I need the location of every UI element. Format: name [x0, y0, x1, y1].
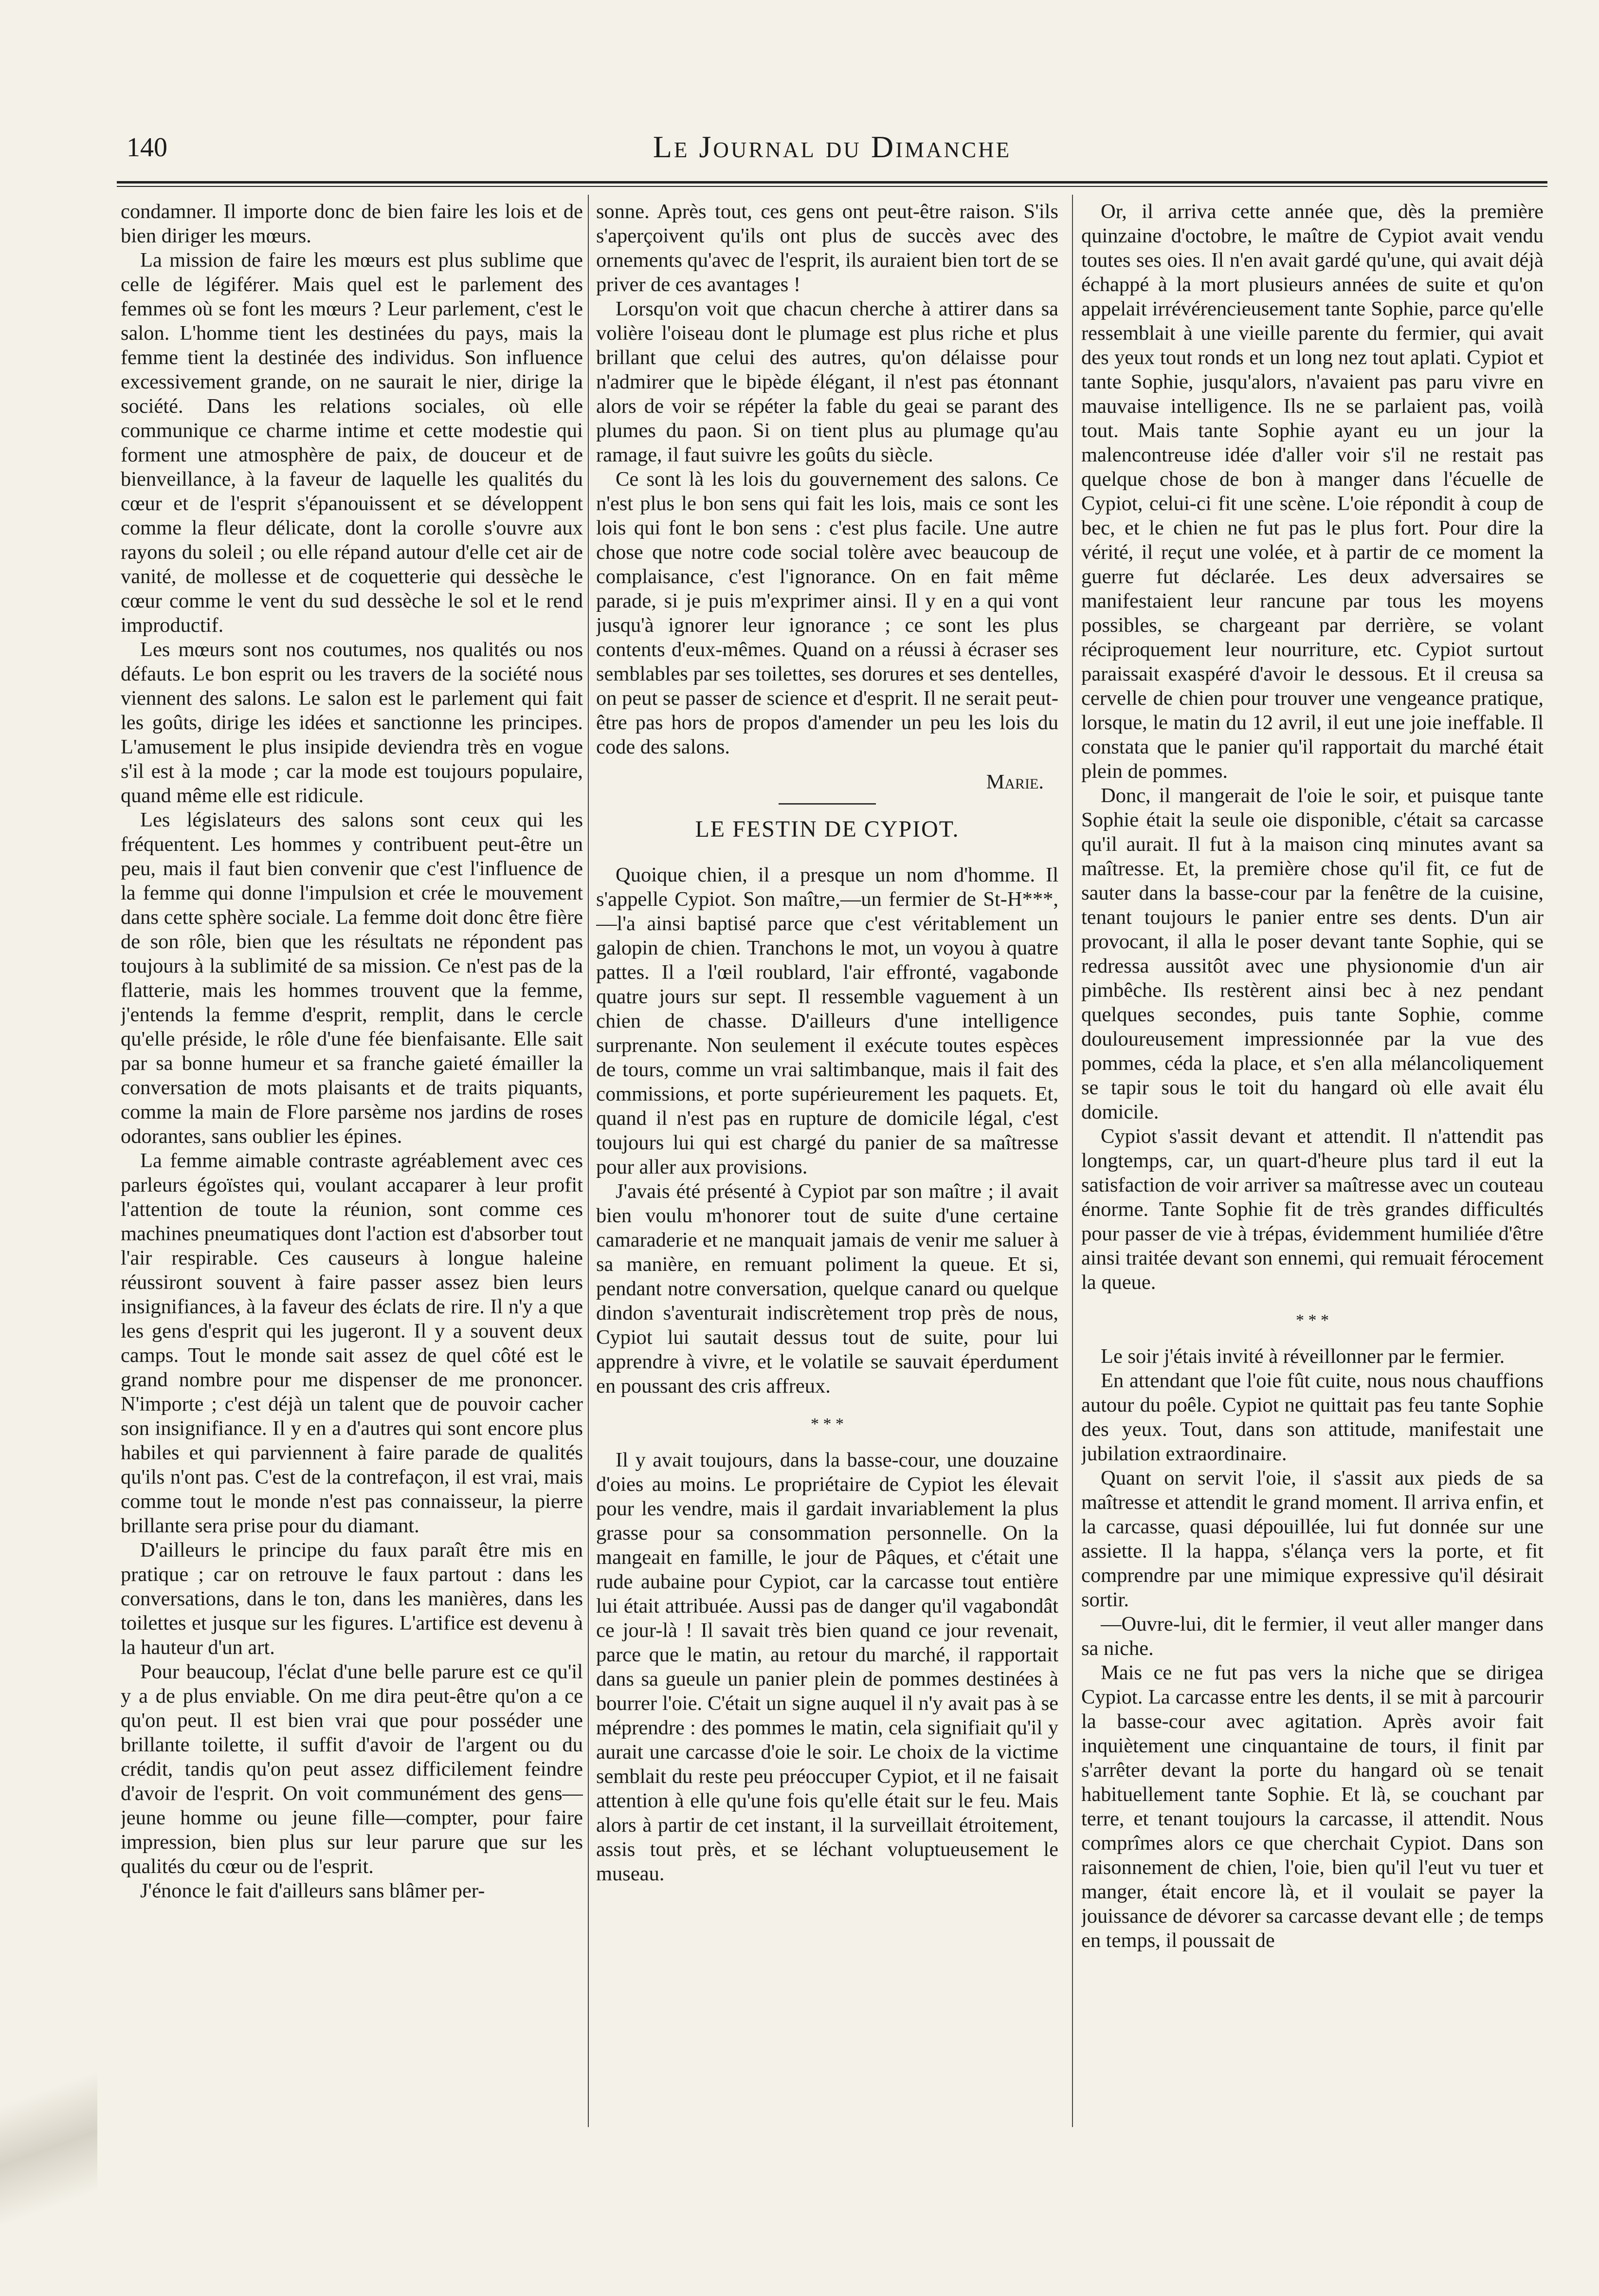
paragraph: En attendant que l'oie fût cuite, nous nous chauffions autour du poêle. Cypiot ne quittait pas feu tante Sophie des yeux. Tout, dans son attitude, manifestait une jubilation extraordinaire. — [1081, 1369, 1544, 1465]
header-rule — [117, 181, 1547, 187]
page-header — [117, 129, 1547, 173]
column-2 — [596, 200, 1058, 2171]
paragraph: Quoique chien, il a presque un nom d'homme. Il s'appelle Cypiot. Son maître,—un fermier de St-H***,—l'a ainsi baptisé parce que c'est véritablement un galopin de chien. Tranchons le mot, un voyou à quatre pattes. Il a l'œil roublard, l'air effronté, vagabonde quatre jours sur sept. Il ressemble vaguement à un chien de chasse. D'ailleurs d'une intelligence surprenante. Non seulement il exécute toutes espèces de tours, comme un vrai saltimbanque, mais il fait des commissions, et porte supérieurement les paquets. Et, quand il n'est pas en rupture de domicile légal, c'est toujours lui qui est chargé du panier de sa maîtresse pour aller aux provisions. — [596, 863, 1058, 1178]
paragraph: Les mœurs sont nos coutumes, nos qualités ou nos défauts. Le bon esprit ou les travers de la société nous viennent des salons. Le salon est le parlement qui fait les goûts, dirige les idées et sanctionne les principes. L'amusement le plus insipide deviendra très en vogue s'il est à la mode ; car la mode est toujours populaire, quand même elle est ridicule. — [121, 638, 583, 807]
paragraph: Cypiot s'assit devant et attendit. Il n'attendit pas longtemps, car, un quart-d'heure plus tard il eut la satisfaction de voir arriver sa maîtresse avec un couteau énorme. Tante Sophie fit de très grandes difficultés pour passer de vie à trépas, évidemment humiliée d'être ainsi traitée devant son ennemi, qui remuait férocement la queue. — [1081, 1125, 1544, 1294]
column-3 — [1081, 200, 1544, 2171]
paragraph: —Ouvre-lui, dit le fermier, il veut aller manger dans sa niche. — [1081, 1613, 1544, 1660]
author-signature: Marie. — [986, 771, 1044, 793]
page-number: 140 — [127, 132, 167, 163]
paragraph: Pour beaucoup, l'éclat d'une belle parure est ce qu'il y a de plus enviable. On me dira peut-être qu'on a ce qu'on peut. Il est bien vrai que pour posséder une brillante toilette, il suffit d'avoir de l'argent ou du crédit, tandis qu'on peut assez difficilement feindre d'avoir de l'esprit. On voit communément des gens—jeune homme ou jeune fille—compter, pour faire impression, bien plus sur leur parure que sur les qualités du cœur ou de l'esprit. — [121, 1660, 583, 1878]
column-divider — [1072, 195, 1073, 2127]
paragraph: Le soir j'étais invité à réveillonner par le fermier. — [1101, 1345, 1505, 1368]
paragraph: Lorsqu'on voit que chacun cherche à attirer dans sa volière l'oiseau dont le plumage est plus riche et plus brillant que celui des autres, qu'on délaisse pour n'admirer que le bipède élégant, il n'est pas étonnant alors de voir se répéter la fable du geai se parant des plumes du paon. Si on tient plus au plumage qu'au ramage, il faut suivre les goûts du siècle. — [596, 297, 1058, 466]
paragraph: Les législateurs des salons sont ceux qui les fréquentent. Les hommes y contribuent peut-être un peu, mais il faut bien convenir que c'est l'influence de la femme qui donne l'impulsion et crée le mouvement dans cette sphère sociale. La femme doit donc être fière de son rôle, bien que les résultats ne répondent pas toujours à la sublimité de sa mission. Ce n'est pas de la flatterie, mais les hommes trouvent que la femme, j'entends la femme d'esprit, remplit, dans le cercle qu'elle préside, le rôle d'une fée bienfaisante. Elle sait par sa bonne humeur et sa franche gaieté émailler la conversation de mots plaisants et de traits piquants, comme la main de Flore parsème nos jardins de roses odorantes, sans oublier les épines. — [121, 808, 583, 1148]
paragraph: La mission de faire les mœurs est plus sublime que celle de légiférer. Mais quel est le parlement des femmes où se font les mœurs ? Leur parlement, c'est le salon. L'homme tient les destinées du pays, mais la femme tient la destinée des individus. Son influence excessivement grande, on ne saurait le nier, dirige la société. Dans les relations sociales, où elle communique ce charme intime et cette modestie qui forment une atmosphère de paix, de douceur et de bienveillance, à la faveur de laquelle les qualités du cœur et de l'esprit s'épanouissent et se développent comme la fleur délicate, dont la corolle s'ouvre aux rayons du soleil ; ou elle répand autour d'elle cet air de vanité, de mollesse et de coquetterie qui dessèche le cœur comme le vent du sud dessèche le sol et le rend improductif. — [121, 249, 583, 637]
paragraph: La femme aimable contraste agréablement avec ces parleurs égoïstes qui, voulant accaparer à leur profit l'attention de toute la réunion, sont comme ces machines pneumatiques dont l'action est d'absorber tout l'air respirable. Ces causeurs à longue haleine réussiront souvent à faire passer assez bien leurs insignifiances, à la faveur des éclats de rire. Il n'y a que les gens d'esprit qui les jugeront. Il y a souvent deux camps. Tout le monde sait assez de quel côté est le grand nombre pour me dispenser de me prononcer. N'importe ; c'est déjà un talent que de pouvoir cacher son insignifiance. Il y en a d'autres qui sont encore plus habiles et qui parviennent à faire parade de qualités qu'ils n'ont pas. C'est de la contrefaçon, il est vrai, mais comme tout le monde n'est pas connaisseur, la pierre brillante sera prise pour du diamant. — [121, 1149, 583, 1537]
section-separator — [779, 803, 876, 805]
paragraph: Donc, il mangerait de l'oie le soir, et puisque tante Sophie était la seule oie disponible, c'était sa carcasse qu'il aurait. Il fut à la maison cinq minutes avant sa maîtresse. Et, la première chose qu'il fit, ce fut de sauter dans la basse-cour par la fenêtre de la cuisine, tenant toujours le panier entre ses dents. D'un air provocant, il alla le poser devant tante Sophie, qui se redressa aussitôt avec une physionomie d'un air pimbêche. Ils restèrent ainsi bec à nez pendant quelques secondes, puis tante Sophie, comme douloureusement impressionnée par la vue des pommes, céda la place, et s'en alla mélancoliquement se tapir sous le toit du hangard où elle avait élu domicile. — [1081, 784, 1544, 1123]
asterism: * * * — [811, 1415, 844, 1433]
paragraph: J'avais été présenté à Cypiot par son maître ; il avait bien voulu m'honorer tout de suite d'une certaine camaraderie et ne manquait jamais de venir me saluer à sa manière, en remuant poliment la queue. Et si, pendant notre conversation, quelque canard ou quelque dindon s'aventurait indiscrètement trop près de nous, Cypiot lui sautait dessus tout de suite, pour lui apprendre à vivre, et le volatile se sauvait éperdument en poussant des cris affreux. — [596, 1180, 1058, 1397]
story-title: LE FESTIN DE CYPIOT. — [695, 816, 960, 842]
asterism: * * * — [1296, 1311, 1329, 1329]
paragraph: condamner. Il importe donc de bien faire les lois et de bien diriger les mœurs. — [121, 200, 583, 247]
paragraph: Quant on servit l'oie, il s'assit aux pieds de sa maîtresse et attendit le grand moment. Il arriva enfin, et la carcasse, quasi dépouillée, lui fut donnée sur une assiette. Il la happa, s'élança vers la porte, et fit comprendre par une mimique expressive qu'il désirait sortir. — [1081, 1467, 1544, 1611]
journal-title: Le Journal du Dimanche — [653, 129, 1012, 164]
column-divider — [588, 195, 589, 2127]
paragraph: Il y avait toujours, dans la basse-cour, une douzaine d'oies au moins. Le propriétaire de Cypiot les élevait pour les vendre, mais il gardait invariablement la plus grasse pour sa consommation personnelle. On la mangeait en famille, le jour de Pâques, et c'était une rude aubaine pour Cypiot, car la carcasse tout entière lui était attribuée. Aussi pas de danger qu'il vagabondât ce jour-là ! Il savait très bien quand ce jour revenait, parce que le matin, au retour du marché, il rapportait dans sa gueule un panier plein de pommes destinées à bourrer l'oie. C'était un signe auquel il n'y avait pas à se méprendre : des pommes le matin, cela signifiait qu'il y aurait une carcasse d'oie le soir. Le choix de la victime semblait du reste peu préoccuper Cypiot, et il ne faisait attention à elle qu'une fois qu'elle était sur le feu. Mais alors à partir de cet instant, il la surveillait étroitement, assis tout près, et se léchant voluptueusement le museau. — [596, 1449, 1058, 1885]
paper-stain — [0, 2035, 97, 2239]
paragraph: Mais ce ne fut pas vers la niche que se dirigea Cypiot. La carcasse entre les dents, il se mit à parcourir la basse-cour avec agitation. Après avoir fait inquiètement une cinquantaine de tours, il finit par s'arrêter devant la porte du hangard où se tenait habituellement tante Sophie. Et là, se couchant par terre, et tenant toujours la carcasse, il attendit. Nous comprîmes alors ce que cherchait Cypiot. Dans son raisonnement de chien, l'oie, bien qu'il l'eut vu tuer et manger, était encore là, et il voulait se payer la jouissance de dévorer sa carcasse devant elle ; de temps en temps, il poussait de — [1081, 1661, 1544, 1952]
paragraph: sonne. Après tout, ces gens ont peut-être raison. S'ils s'aperçoivent qu'ils ont plus de succès avec des ornements qu'avec de l'esprit, ils auraient bien tort de se priver de ces avantages ! — [596, 200, 1058, 296]
paragraph: Ce sont là les lois du gouvernement des salons. Ce n'est plus le bon sens qui fait les lois, mais ce sont les lois qui font le bon sens : c'est plus facile. Une autre chose que notre code social tolère avec beaucoup de complaisance, c'est l'ignorance. On en fait même parade, si je puis m'exprimer ainsi. Il y en a qui vont jusqu'à ignorer leur ignorance ; ce sont les plus contents d'eux-mêmes. Quand on a réussi à écraser ses semblables par ses toilettes, ses dorures et ses dentelles, on peut se passer de science et d'esprit. Il ne serait peut-être pas hors de propos d'amender un peu les lois du code des salons. — [596, 468, 1058, 758]
paragraph: Or, il arriva cette année que, dès la première quinzaine d'octobre, le maître de Cypiot avait vendu toutes ses oies. Il n'en avait gardé qu'une, qui avait déjà échappé à la mort plusieurs années de suite et qu'on appelait irrévérencieusement tante Sophie, parce qu'elle ressemblait à une vieille parente du fermier, qui avait des yeux tout ronds et un long nez tout aplati. Cypiot et tante Sophie, jusqu'alors, n'avaient pas paru vivre en mauvaise intelligence. Ils ne se parlaient pas, voilà tout. Mais tante Sophie ayant eu un jour la malencontreuse idée d'aller voir s'il ne restait pas quelque chose de bon à manger dans l'écuelle de Cypiot, celui-ci fit une scène. L'oie répondit à coup de bec, et le chien ne fut pas le plus fort. Pour dire la vérité, il reçut une volée, et à partir de ce moment la guerre fut déclarée. Les deux adversaires se manifestaient leur rancune par tous les moyens possibles, se chargeant par derrière, se volant réciproquement leur nourriture, etc. Cypiot surtout paraissait exaspéré d'avoir le dessous. Et il creusa sa cervelle de chien pour trouver une vengeance pratique, lorsque, le matin du 12 avril, il eut une joie ineffable. Il constata que le panier qu'il rapportait du marché était plein de pommes. — [1081, 200, 1544, 783]
paragraph: J'énonce le fait d'ailleurs sans blâmer per- — [140, 1879, 485, 1902]
column-1 — [121, 200, 583, 2171]
paragraph: D'ailleurs le principe du faux paraît être mis en pratique ; car on retrouve le faux partout : dans les conversations, dans le ton, dans les manières, dans les toilettes et jusque sur les figures. L'artifice est devenu à la hauteur d'un art. — [121, 1539, 583, 1659]
